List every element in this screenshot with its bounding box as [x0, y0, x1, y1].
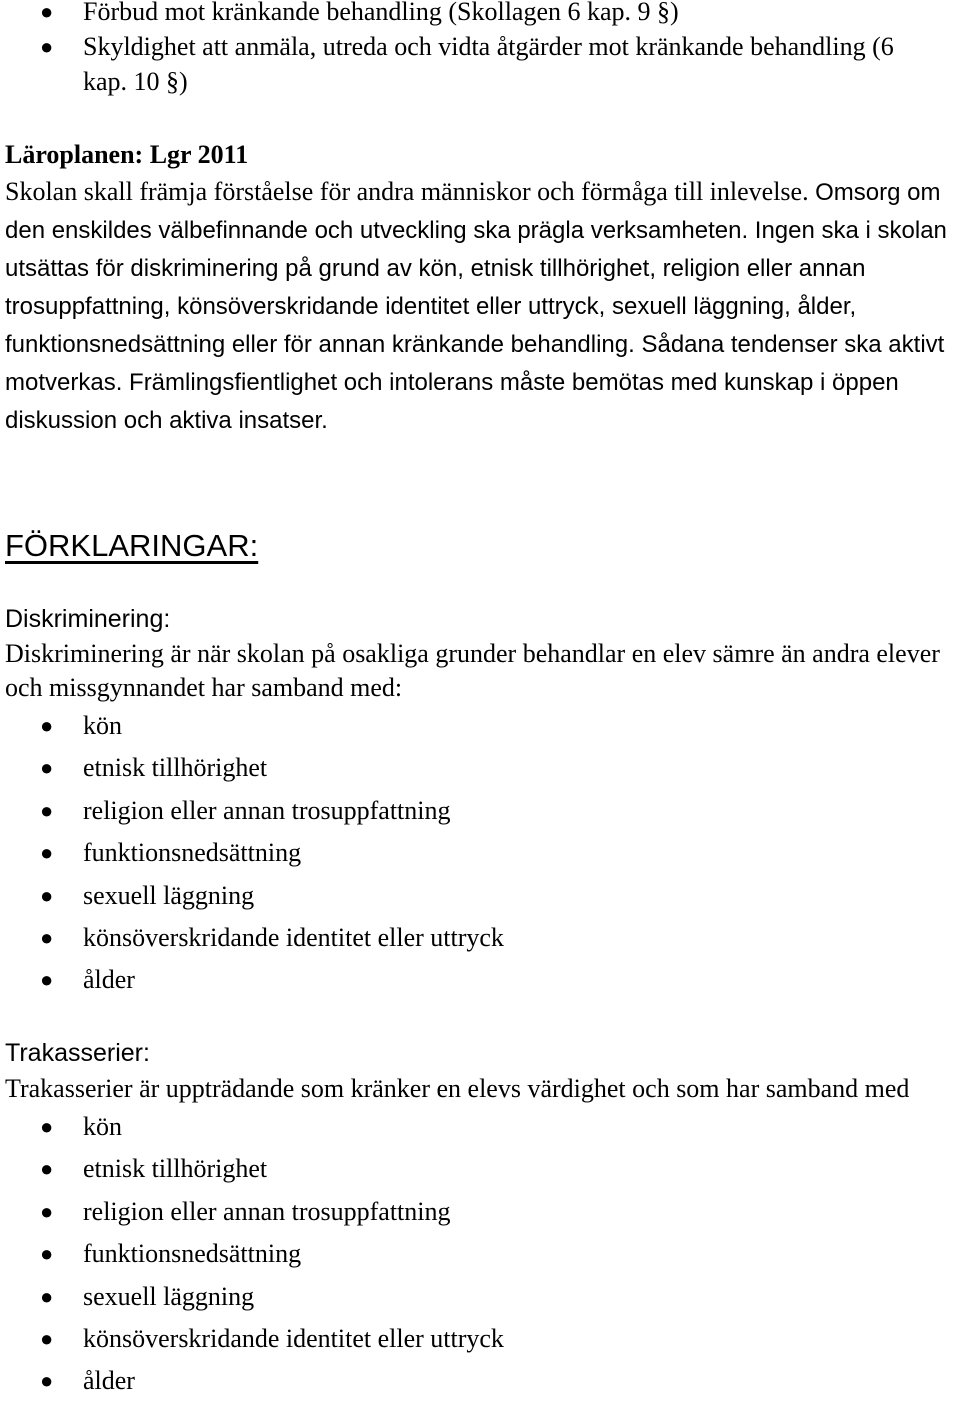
bullet-icon: ● [40, 797, 54, 823]
bullet-icon: ● [40, 1156, 54, 1182]
diskriminering-text: Diskriminering är när skolan på osakliga grunder behandlar en elev sämre än andra elever och missgynnandet har samband med: [5, 639, 940, 702]
law-list [0, 0, 960, 99]
bullet-icon: ● [40, 1198, 54, 1224]
list-item: ● könsöverskridande identitet eller uttryck [0, 917, 960, 959]
list-item: ● etnisk tillhörighet [0, 1148, 960, 1190]
trakasserier-section [0, 1035, 960, 1403]
list-item: ● religion eller annan trosuppfattning [0, 790, 960, 832]
list-item: ● Skyldighet att anmäla, utreda och vidta åtgärder mot kränkande behandling (6 kap. 10 §) [0, 29, 960, 99]
list-item: ● funktionsnedsättning [0, 1233, 960, 1275]
list-item: ● funktionsnedsättning [0, 832, 960, 874]
bullet-icon: ● [40, 1368, 54, 1394]
bullet-icon: ● [40, 0, 54, 24]
bullet-icon: ● [40, 1114, 54, 1139]
list-item: ● sexuell läggning [0, 1276, 960, 1318]
list-item: ● etnisk tillhörighet [0, 747, 960, 789]
bullet-icon: ● [40, 1326, 54, 1352]
laroplan-heading: Läroplanen: Lgr 2011 [5, 140, 249, 169]
bullet-icon: ● [40, 755, 54, 781]
laroplan-section [0, 136, 960, 439]
bullet-icon: ● [40, 925, 54, 951]
bullet-icon: ● [40, 34, 54, 59]
list-item: ● sexuell läggning [0, 875, 960, 917]
laroplan-text: Skolan skall främja förståelse för andra människor och förmåga till inlevelse. Omsorg om den enskildes välbefinnande och utveckling ska prägla verksamheten. Ingen ska i skolan utsättas för diskriminering på grund av kön, etnisk tillhörighet, religion eller annan trosuppfattning, könsöverskridande identitet eller uttryck, sexuell läggning, ålder, funktionsnedsättning eller för annan kränkande behandling. Sådana tendenser ska aktivt motverkas. Främlingsfientlighet och intolerans måste bemötas med kunskap i öppen diskussion och aktiva insatser. [5, 177, 947, 434]
trakasserier-list [0, 1106, 960, 1403]
diskriminering-list [0, 705, 960, 1002]
trakasserier-heading: Trakasserier: [5, 1039, 150, 1067]
list-item: ● kön [0, 1106, 960, 1148]
list-item: ● könsöverskridande identitet eller uttryck [0, 1318, 960, 1360]
list-item: ● Förbud mot kränkande behandling (Skollagen 6 kap. 9 §) [0, 0, 960, 29]
list-item: ● kön [0, 705, 960, 747]
diskriminering-section [0, 601, 960, 1002]
list-item: ● ålder [0, 959, 960, 1001]
bullet-icon: ● [40, 882, 54, 908]
trakasserier-text: Trakasserier är uppträdande som kränker en elevs värdighet och som har samband med [5, 1074, 910, 1103]
bullet-icon: ● [40, 967, 54, 993]
forklaringar-title: FÖRKLARINGAR: [5, 528, 259, 563]
bullet-icon: ● [40, 1241, 54, 1267]
list-item: ● ålder [0, 1360, 960, 1402]
list-item: ● religion eller annan trosuppfattning [0, 1191, 960, 1233]
diskriminering-heading: Diskriminering: [5, 605, 171, 633]
bullet-icon: ● [40, 713, 54, 738]
bullet-icon: ● [40, 1283, 54, 1309]
bullet-icon: ● [40, 840, 54, 866]
